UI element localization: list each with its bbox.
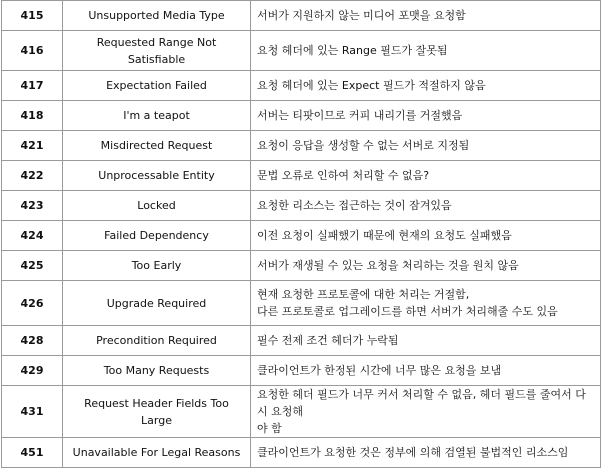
status-code: 429 (2, 356, 63, 386)
status-code: 424 (2, 221, 63, 251)
status-description (251, 1, 601, 31)
status-name: Precondition Required (63, 326, 251, 356)
table-row (2, 438, 601, 468)
status-name: Upgrade Required (63, 281, 251, 326)
table-row (2, 1, 601, 31)
status-name: Failed Dependency (63, 221, 251, 251)
status-description (251, 356, 601, 386)
table-row (2, 191, 601, 221)
table-row (2, 31, 601, 71)
description-line: 현재 요청한 프로토콜에 대한 처리는 거절함, (257, 288, 470, 301)
status-code: 428 (2, 326, 63, 356)
status-description (251, 326, 601, 356)
table-row (2, 281, 601, 326)
description-line: 서버가 지원하지 않는 미디어 포맷을 요청함 (257, 9, 466, 22)
status-code: 418 (2, 101, 63, 131)
status-code: 422 (2, 161, 63, 191)
table-row (2, 356, 601, 386)
status-name: Misdirected Request (63, 131, 251, 161)
status-name: I'm a teapot (63, 101, 251, 131)
status-name: Request Header Fields Too Large (63, 386, 251, 438)
description-line: 요청한 헤더 필드가 너무 커서 처리할 수 없음, 헤더 필드를 줄여서 다시 요청해 (257, 388, 586, 418)
status-code: 416 (2, 31, 63, 71)
table-row (2, 71, 601, 101)
table-row (2, 221, 601, 251)
description-line: 다른 프로토콜로 업그레이드를 하면 서버가 처리해줄 수도 있음 (257, 305, 558, 318)
description-line: 요청이 응답을 생성할 수 없는 서버로 지정됨 (257, 139, 470, 152)
status-code: 417 (2, 71, 63, 101)
table-row (2, 386, 601, 438)
status-name: Unsupported Media Type (63, 1, 251, 31)
description-line: 요청 헤더에 있는 Range 필드가 잘못됨 (257, 44, 448, 57)
status-description (251, 31, 601, 71)
http-status-table (1, 0, 601, 468)
status-name: Requested Range Not Satisfiable (63, 31, 251, 71)
description-line: 필수 전제 조건 헤더가 누락됨 (257, 334, 399, 347)
description-line: 서버가 재생될 수 있는 요청을 처리하는 것을 원치 않음 (257, 259, 519, 272)
status-description (251, 438, 601, 468)
table-row (2, 101, 601, 131)
description-line: 이전 요청이 실패했기 때문에 현재의 요청도 실패했음 (257, 229, 512, 242)
status-description (251, 131, 601, 161)
description-line: 클라이언트가 한정된 시간에 너무 많은 요청을 보냄 (257, 364, 502, 377)
status-description (251, 161, 601, 191)
status-description (251, 251, 601, 281)
status-name: Unprocessable Entity (63, 161, 251, 191)
table-row (2, 326, 601, 356)
description-line: 요청한 리소스는 접근하는 것이 잠겨있음 (257, 199, 452, 212)
status-name: Locked (63, 191, 251, 221)
status-name: Unavailable For Legal Reasons (63, 438, 251, 468)
description-line: 문법 오류로 인하여 처리할 수 없음? (257, 169, 430, 182)
status-description (251, 386, 601, 438)
status-name: Too Early (63, 251, 251, 281)
table-row (2, 161, 601, 191)
status-description (251, 281, 601, 326)
status-code: 431 (2, 386, 63, 438)
status-description (251, 221, 601, 251)
table-row (2, 131, 601, 161)
status-description (251, 191, 601, 221)
status-code: 423 (2, 191, 63, 221)
status-name: Too Many Requests (63, 356, 251, 386)
status-code: 425 (2, 251, 63, 281)
status-description (251, 71, 601, 101)
description-line: 서버는 티팟이므로 커피 내리기를 거절했음 (257, 109, 463, 122)
status-code: 451 (2, 438, 63, 468)
description-line: 클라이언트가 요청한 것은 정부에 의해 검열된 불법적인 리소스임 (257, 446, 569, 459)
status-code: 421 (2, 131, 63, 161)
status-code: 415 (2, 1, 63, 31)
status-description (251, 101, 601, 131)
description-line: 야 함 (257, 422, 282, 435)
table-row (2, 251, 601, 281)
status-code: 426 (2, 281, 63, 326)
status-name: Expectation Failed (63, 71, 251, 101)
description-line: 요청 헤더에 있는 Expect 필드가 적절하지 않음 (257, 79, 486, 92)
